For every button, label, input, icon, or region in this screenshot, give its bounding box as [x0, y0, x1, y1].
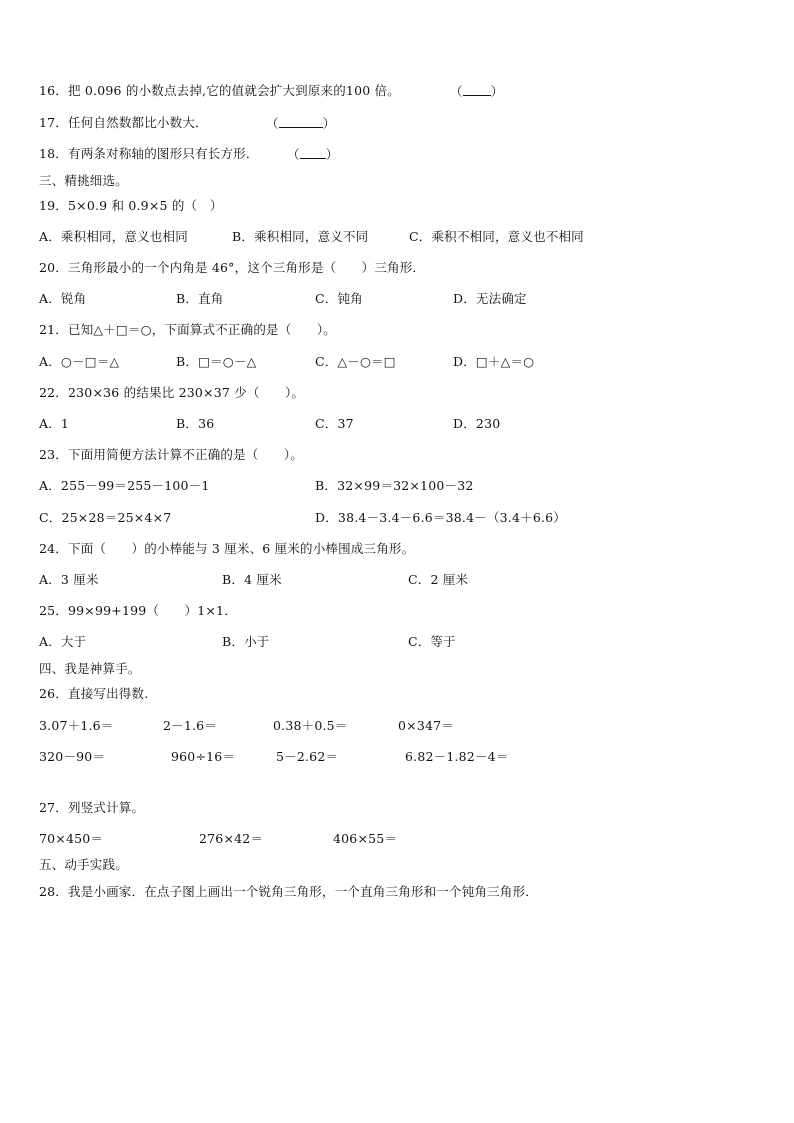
option-22-b[interactable]: B．36 [176, 416, 215, 431]
option-25-c[interactable]: C．等于 [408, 634, 456, 649]
question-text: 任何自然数都比小数大． [68, 115, 208, 130]
calc-item: 6.82－1.82－4＝ [405, 749, 509, 764]
vertical-calc-item: 276×42＝ [199, 831, 264, 846]
option-20-c[interactable]: C．钝角 [315, 291, 363, 306]
question-27-stem: 27．列竖式计算。 [39, 800, 145, 815]
vertical-calc-item: 406×55＝ [333, 831, 398, 846]
option-21-c[interactable]: C．△－○＝□ [315, 354, 396, 369]
option-20-b[interactable]: B．直角 [176, 291, 224, 306]
option-22-c[interactable]: C．37 [315, 416, 354, 431]
question-20-stem: 20．三角形最小的一个内角是 46°，这个三角形是（ ）三角形． [39, 260, 426, 275]
option-21-d[interactable]: D．□＋△＝○ [453, 354, 535, 369]
blank-line [300, 146, 326, 159]
calc-item: 2－1.6＝ [163, 718, 218, 733]
answer-blank-18[interactable] [287, 146, 338, 163]
question-19-stem: 19．5×0.9 和 0.9×5 的（ ） [39, 198, 223, 213]
question-number: 16． [39, 83, 69, 98]
blank-line [279, 115, 323, 128]
paren-close: ） [490, 84, 504, 99]
question-18 [39, 146, 259, 162]
paren-open: （ [450, 84, 463, 99]
question-number: 17． [39, 115, 69, 130]
section-heading-5: 五、动手实践。 [39, 857, 128, 872]
calc-item: 960÷16＝ [171, 749, 236, 764]
answer-blank-17[interactable] [266, 115, 335, 132]
question-25-stem: 25．99×99+199（ ）1×1． [39, 603, 237, 618]
option-24-a[interactable]: A．3 厘米 [39, 572, 99, 587]
question-24-stem: 24．下面（ ）的小棒能与 3 厘米、6 厘米的小棒围成三角形。 [39, 541, 415, 556]
option-23-a[interactable]: A．255－99＝255－100－1 [39, 478, 210, 493]
vertical-calc-item: 70×450＝ [39, 831, 104, 846]
question-text: 把 0.096 的小数点去掉,它的值就会扩大到原来的100 倍。 [68, 83, 400, 98]
option-19-c[interactable]: C．乘积不相同，意义也不相同 [409, 229, 584, 244]
option-22-a[interactable]: A．1 [39, 416, 70, 431]
option-23-c[interactable]: C．25×28＝25×4×7 [39, 510, 172, 525]
question-22-stem: 22．230×36 的结果比 230×37 少（ ）。 [39, 385, 305, 400]
option-19-b[interactable]: B．乘积相同，意义不同 [232, 229, 369, 244]
question-text: 有两条对称轴的图形只有长方形． [68, 146, 259, 161]
paren-open: （ [266, 116, 279, 131]
option-24-c[interactable]: C．2 厘米 [408, 572, 469, 587]
question-28-stem: 28．我是小画家．在点子图上画出一个锐角三角形，一个直角三角形和一个钝角三角形． [39, 884, 538, 899]
option-20-d[interactable]: D．无法确定 [453, 291, 527, 306]
calc-item: 0.38＋0.5＝ [273, 718, 348, 733]
question-21-stem: 21．已知△＋□＝○，下面算式不正确的是（ ）。 [39, 322, 336, 337]
option-25-b[interactable]: B．小于 [222, 634, 270, 649]
question-23-stem: 23．下面用简便方法计算不正确的是（ ）。 [39, 447, 304, 462]
question-26-stem: 26．直接写出得数. [39, 686, 149, 701]
option-20-a[interactable]: A．锐角 [39, 291, 87, 306]
option-25-a[interactable]: A．大于 [39, 634, 87, 649]
answer-blank-16[interactable] [450, 83, 503, 100]
paren-close: ） [322, 116, 336, 131]
paren-open: （ [287, 147, 300, 162]
calc-item: 3.07＋1.6＝ [39, 718, 114, 733]
question-17 [39, 115, 208, 131]
option-21-a[interactable]: A．○－□＝△ [39, 354, 120, 369]
calc-item: 0×347＝ [398, 718, 454, 733]
section-heading-4: 四、我是神算手。 [39, 661, 141, 676]
option-24-b[interactable]: B．4 厘米 [222, 572, 282, 587]
section-heading-3: 三、精挑细选。 [39, 173, 128, 188]
calc-item: 320－90＝ [39, 749, 106, 764]
option-19-a[interactable]: A．乘积相同，意义也相同 [39, 229, 188, 244]
question-16 [39, 83, 400, 99]
option-21-b[interactable]: B．□＝○－△ [176, 354, 257, 369]
option-23-d[interactable]: D．38.4－3.4－6.6＝38.4－（3.4＋6.6） [315, 510, 567, 525]
question-number: 18． [39, 146, 69, 161]
paren-close: ） [325, 147, 339, 162]
option-23-b[interactable]: B．32×99＝32×100－32 [315, 478, 474, 493]
option-22-d[interactable]: D．230 [453, 416, 501, 431]
blank-line [463, 83, 491, 96]
calc-item: 5－2.62＝ [276, 749, 339, 764]
